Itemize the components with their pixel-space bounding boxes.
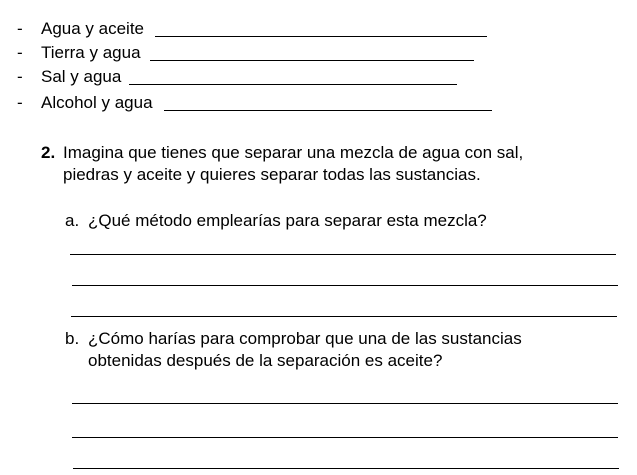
blank-line[interactable] xyxy=(164,110,492,111)
answer-line[interactable] xyxy=(70,254,616,255)
list-dash: - xyxy=(17,43,23,62)
blank-line[interactable] xyxy=(129,84,457,85)
sub-question-text: ¿Qué método emplearías para separar esta mezcla? xyxy=(88,211,487,230)
mixture-label: Agua y aceite xyxy=(41,19,145,38)
answer-line[interactable] xyxy=(72,285,618,286)
list-dash: - xyxy=(17,67,23,86)
blank-line[interactable] xyxy=(155,36,487,37)
answer-line[interactable] xyxy=(71,316,617,317)
sub-question-text-line1: ¿Cómo harías para comprobar que una de las sustancias xyxy=(88,329,522,348)
mixture-label: Tierra y agua xyxy=(41,43,141,62)
sub-question-text-line2: obtenidas después de la separación es aceite? xyxy=(88,351,443,370)
sub-question-letter: a. xyxy=(65,211,80,230)
answer-line[interactable] xyxy=(72,403,618,404)
list-dash: - xyxy=(17,19,23,38)
list-dash: - xyxy=(17,93,23,112)
question-text-line1: Imagina que tienes que separar una mezcla de agua con sal, xyxy=(63,143,524,162)
answer-line[interactable] xyxy=(72,437,618,438)
sub-question-letter: b. xyxy=(65,329,80,348)
mixture-label: Alcohol y agua xyxy=(41,93,153,112)
mixture-label: Sal y agua xyxy=(41,67,122,86)
blank-line[interactable] xyxy=(150,60,474,61)
question-text-line2: piedras y aceite y quieres separar todas las sustancias. xyxy=(63,165,481,184)
question-number: 2. xyxy=(41,143,56,162)
answer-line[interactable] xyxy=(73,468,619,469)
